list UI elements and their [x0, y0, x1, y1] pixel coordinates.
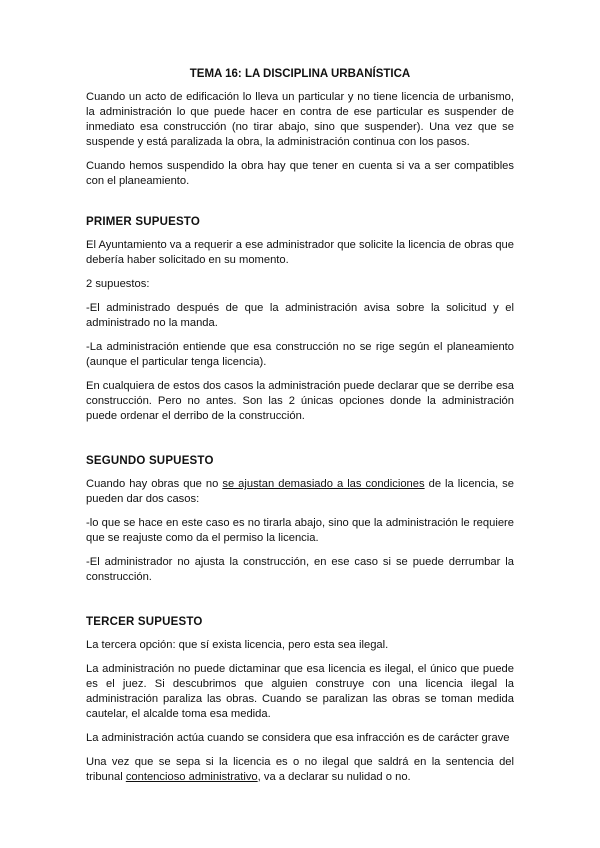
tercer-paragraph-2: La administración no puede dictaminar que esa licencia es ilegal, el único que puede es el juez. Si descubrimos que alguien construye con una licencia ilegal la administración paraliza las obras. Cuando se paralizan las obras se toman medida cautelar, el alcalde toma esa medida.	[86, 663, 514, 720]
document-page	[86, 68, 514, 794]
document-title: TEMA 16: LA DISCIPLINA URBANÍSTICA	[189, 68, 411, 80]
segundo-p1-underlined: se ajustan demasiado a las condiciones	[222, 478, 425, 490]
primer-paragraph-1: El Ayuntamiento va a requerir a ese administrador que solicite la licencia de obras que debería haber solicitado en su momento.	[86, 239, 514, 266]
tercer-paragraph-3: La administración actúa cuando se considera que esa infracción es de carácter grave	[86, 732, 510, 744]
segundo-paragraph-2: -lo que se hace en este caso es no tirarla abajo, sino que la administración le requiere que se reajuste como da el permiso la licencia.	[86, 517, 514, 544]
primer-paragraph-4: -La administración entiende que esa construcción no se rige según el planeamiento (aunque el particular tenga licencia).	[86, 341, 514, 368]
segundo-paragraph-3: -El administrador no ajusta la construcción, en ese caso si se puede derrumbar la construcción.	[86, 556, 514, 583]
primer-paragraph-2: 2 supuestos:	[86, 278, 150, 290]
primer-supuesto-heading: PRIMER SUPUESTO	[86, 216, 200, 228]
segundo-p1-text-a: Cuando hay obras que no	[86, 478, 223, 490]
intro-paragraph-1: Cuando un acto de edificación lo lleva un particular y no tiene licencia de urbanismo, la administración lo que puede hacer en contra de ese particular es suspender de inmediato esa construcción (no tirar abajo, sino que suspender). Una vez que se suspende y está paralizada la obra, la administración continua con los pasos.	[86, 91, 514, 148]
tercer-p4-underlined: contencioso administrativo	[125, 771, 258, 783]
primer-paragraph-5: En cualquiera de estos dos casos la administración puede declarar que se derribe esa construcción. Pero no antes. Son las 2 únicas opciones donde la administración puede ordenar el derribo de la construcción.	[86, 380, 514, 422]
tercer-p4-text-b: , va a declarar su nulidad o no.	[257, 771, 411, 783]
segundo-p1-text-b: de la licencia, se pueden dar dos casos:	[86, 478, 514, 505]
intro-paragraph-2: Cuando hemos suspendido la obra hay que tener en cuenta si va a ser compatibles con el planeamiento.	[86, 160, 514, 187]
tercer-p4-text-a: Una vez que se sepa si la licencia es o no ilegal que saldrá en la sentencia del tribunal	[86, 756, 514, 783]
segundo-supuesto-heading: SEGUNDO SUPUESTO	[86, 455, 214, 467]
tercer-paragraph-4	[86, 755, 514, 785]
segundo-paragraph-1	[86, 477, 514, 507]
tercer-supuesto-heading: TERCER SUPUESTO	[86, 616, 203, 628]
primer-paragraph-3: -El administrado después de que la administración avisa sobre la solicitud y el administrado no la manda.	[86, 302, 514, 329]
tercer-paragraph-1: La tercera opción: que sí exista licencia, pero esta sea ilegal.	[86, 639, 389, 651]
